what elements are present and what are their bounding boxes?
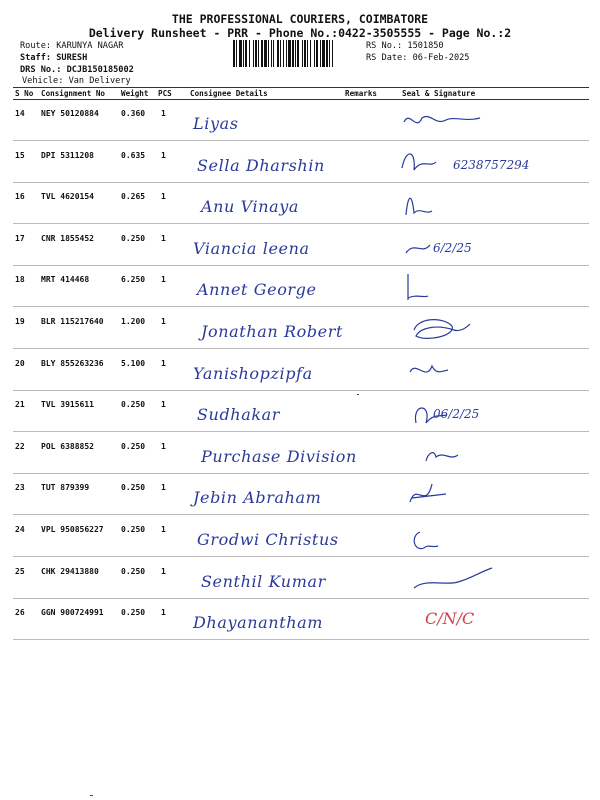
- cell-weight: 0.250: [121, 566, 146, 576]
- signature-scribble: [396, 310, 506, 348]
- drs-number: DRS No.: DCJB150185002: [20, 65, 134, 75]
- table-row: [13, 142, 589, 183]
- table-row: [13, 350, 589, 391]
- row-divider: [13, 639, 589, 640]
- scan-speck: [90, 795, 93, 796]
- cell-consignment: TVL 4620154: [41, 192, 94, 202]
- signature-scribble: [396, 435, 506, 473]
- col-weight: Weight: [121, 89, 149, 98]
- table-row: [13, 599, 589, 640]
- cell-sno: 21: [15, 400, 25, 410]
- signature-scribble: [396, 560, 506, 598]
- cell-consignment: NEY 50120884: [41, 109, 99, 118]
- col-remarks: Remarks: [345, 89, 378, 98]
- handwritten-consignee-name: Anu Vinaya: [201, 197, 300, 217]
- cell-sno: 23: [15, 483, 25, 493]
- cell-consignment: BLY 855263236: [41, 358, 104, 368]
- cell-sno: 17: [15, 233, 25, 243]
- signature-scribble: [396, 476, 506, 514]
- signature-note: 06/2/25: [433, 407, 480, 422]
- cell-consignment: TVL 3915611: [41, 400, 94, 410]
- cell-sno: 15: [15, 150, 25, 160]
- signature-scribble: [396, 268, 506, 306]
- scan-speck: [357, 394, 359, 395]
- cell-pcs: 1: [161, 400, 166, 410]
- cell-sno: 14: [15, 109, 25, 118]
- cell-pcs: 1: [161, 358, 166, 368]
- handwritten-consignee-name: Sudhakar: [197, 405, 281, 425]
- cell-pcs: 1: [161, 233, 166, 243]
- cell-consignment: CNR 1855452: [41, 233, 94, 243]
- cell-pcs: 1: [161, 317, 166, 326]
- cell-sno: 16: [15, 192, 25, 202]
- cell-consignment: BLR 115217640: [41, 317, 104, 326]
- col-seal-signature: Seal & Signature: [402, 89, 476, 98]
- cell-weight: 5.100: [121, 358, 146, 368]
- cell-weight: 0.250: [121, 608, 146, 618]
- cell-pcs: 1: [161, 525, 166, 534]
- cell-consignment: GGN 900724991: [41, 608, 104, 618]
- cell-pcs: 1: [161, 275, 166, 285]
- cell-pcs: 1: [161, 566, 166, 576]
- cell-consignment: VPL 950856227: [41, 525, 104, 534]
- col-sno: S No: [15, 89, 34, 98]
- handwritten-consignee-name: Yanishopzipfa: [193, 363, 313, 383]
- handwritten-consignee-name: Dhayanantham: [193, 613, 324, 633]
- col-pcs: PCS: [158, 89, 172, 98]
- cell-weight: 0.360: [121, 109, 146, 118]
- signature-scribble: [396, 352, 506, 390]
- staff-label: Staff: SURESH: [20, 53, 88, 63]
- signature-scribble: [396, 518, 506, 556]
- table-row: [13, 474, 589, 515]
- cell-weight: 0.250: [121, 483, 146, 493]
- handwritten-consignee-name: Jonathan Robert: [201, 322, 344, 341]
- handwritten-consignee-name: Jebin Abraham: [193, 488, 322, 508]
- handwritten-consignee-name: Grodwi Christus: [197, 530, 339, 549]
- runsheet-subtitle: Delivery Runsheet - PRR - Phone No.:0422-3505555 - Page No.:2: [88, 26, 512, 40]
- cell-weight: 0.635: [121, 150, 146, 160]
- handwritten-consignee-name: Senthil Kumar: [201, 571, 326, 591]
- cell-pcs: 1: [161, 608, 166, 618]
- cell-pcs: 1: [161, 150, 166, 160]
- rs-number: RS No.: 1501850: [366, 41, 444, 51]
- cell-weight: 0.250: [121, 400, 146, 410]
- table-row: [13, 225, 589, 266]
- cell-sno: 18: [15, 275, 25, 285]
- cell-weight: 1.200: [121, 317, 146, 326]
- table-row: [13, 516, 589, 557]
- col-consignee: Consignee Details: [190, 89, 268, 98]
- cell-sno: 22: [15, 441, 25, 451]
- handwritten-consignee-name: Purchase Division: [201, 446, 357, 466]
- cell-pcs: 1: [161, 483, 166, 493]
- cell-pcs: 1: [161, 109, 166, 118]
- cell-weight: 0.250: [121, 525, 146, 534]
- table-row: [13, 266, 589, 307]
- route-label: Route: KARUNYA NAGAR: [20, 41, 124, 51]
- table-row: [13, 100, 589, 141]
- cell-consignment: MRT 414468: [41, 275, 90, 285]
- company-title: THE PROFESSIONAL COURIERS, COIMBATORE: [171, 12, 429, 26]
- cell-consignment: CHK 29413880: [41, 566, 99, 576]
- table-row: [13, 183, 589, 224]
- barcode-image: [233, 40, 358, 67]
- cell-consignment: POL 6388852: [41, 441, 94, 451]
- rs-date: RS Date: 06-Feb-2025: [366, 53, 470, 63]
- cell-sno: 19: [15, 317, 25, 326]
- handwritten-consignee-name: Liyas: [193, 114, 239, 133]
- cell-sno: 26: [15, 608, 25, 618]
- signature-note: 6238757294: [453, 157, 530, 172]
- cell-pcs: 1: [161, 192, 166, 202]
- signature-scribble: [396, 102, 506, 140]
- vehicle-label: Vehicle: Van Delivery: [22, 76, 131, 86]
- signature-scribble: [396, 185, 506, 223]
- handwritten-consignee-name: Annet George: [197, 280, 317, 300]
- cell-sno: 20: [15, 358, 25, 368]
- cell-weight: 6.250: [121, 275, 146, 285]
- table-row: [13, 391, 589, 432]
- cell-consignment: TUT 879399: [41, 483, 90, 493]
- table-row: [13, 433, 589, 474]
- cell-sno: 24: [15, 525, 25, 534]
- cell-weight: 0.250: [121, 233, 146, 243]
- cell-weight: 0.265: [121, 192, 146, 202]
- table-top-rule: [13, 87, 589, 88]
- col-consignment: Consignment No: [41, 89, 106, 98]
- table-row: [13, 558, 589, 599]
- cell-consignment: DPI 5311208: [41, 150, 94, 160]
- table-row: [13, 308, 589, 349]
- signature-note: C/N/C: [425, 609, 475, 629]
- handwritten-consignee-name: Sella Dharshin: [197, 155, 325, 175]
- cell-sno: 25: [15, 566, 25, 576]
- handwritten-consignee-name: Viancia leena: [193, 238, 310, 258]
- cell-pcs: 1: [161, 441, 166, 451]
- cell-weight: 0.250: [121, 441, 146, 451]
- signature-note: 6/2/25: [433, 240, 472, 255]
